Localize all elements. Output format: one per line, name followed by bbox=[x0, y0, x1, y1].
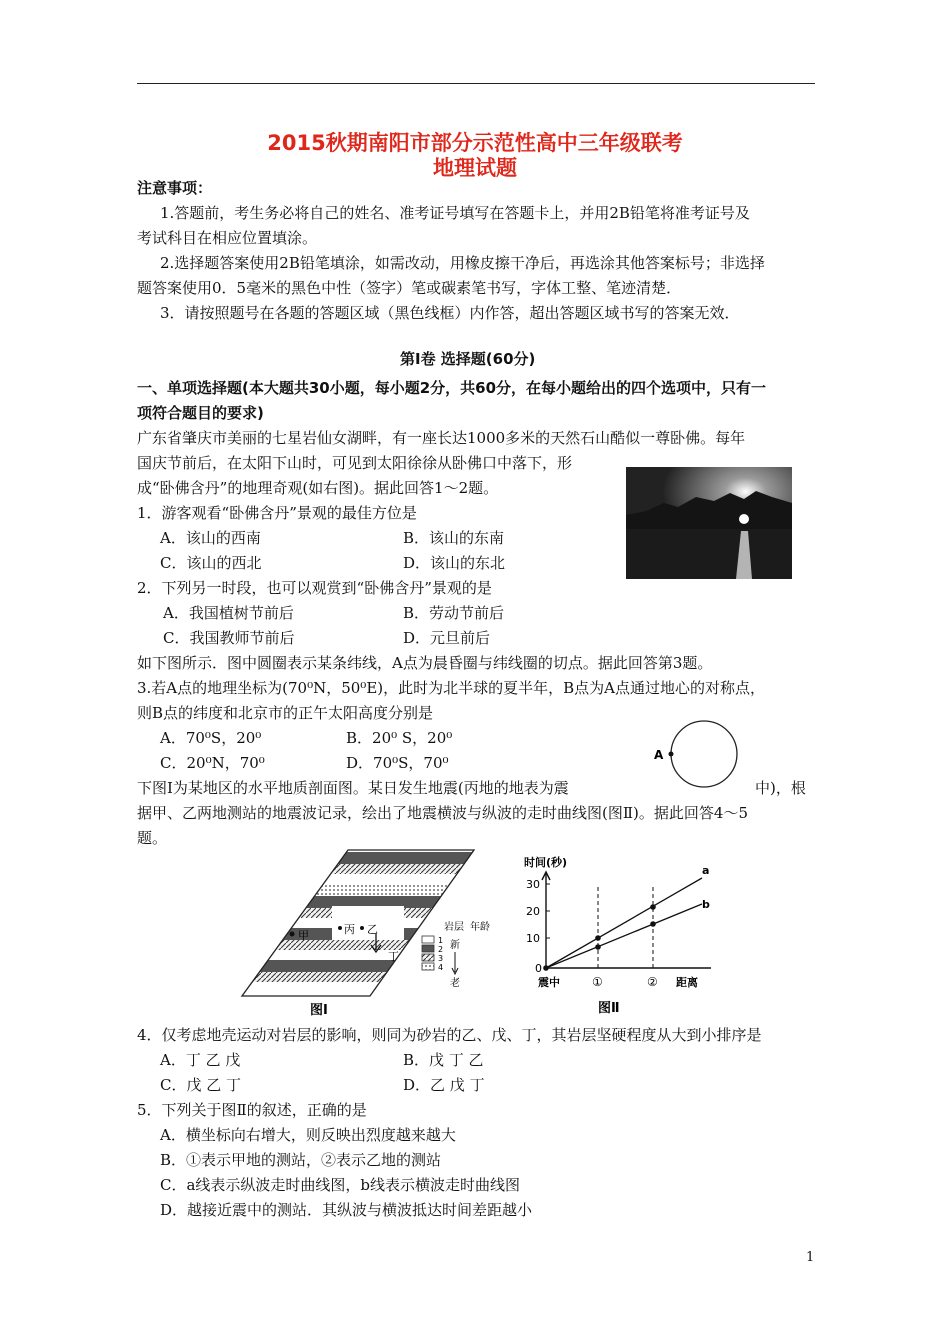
notice-item-1-line-1: 1.答题前，考生务必将自己的姓名、准考证号填写在答题卡上，并用2B铅笔将准考证号及 bbox=[160, 204, 750, 222]
fig2-caption: 图Ⅱ bbox=[598, 1001, 620, 1016]
passage-3-line-1-end: 中)，根 bbox=[755, 779, 806, 797]
fig1-label-jia: 甲 bbox=[298, 929, 309, 942]
fig1-legend-item-1: 1 bbox=[438, 936, 444, 945]
section-heading-line-2: 项符合题目的要求) bbox=[137, 404, 264, 422]
q5-option-d: D．越接近震中的测站．其纵波与横波抵达时间差距越小 bbox=[160, 1201, 533, 1219]
fig2-point-a-2 bbox=[650, 904, 656, 910]
fig2-ytick-20: 20 bbox=[526, 905, 540, 918]
notice-heading: 注意事项： bbox=[137, 179, 213, 197]
q5-stem: 5．下列关于图Ⅱ的叙述，正确的是 bbox=[137, 1101, 367, 1119]
q1-stem: 1．游客观看“卧佛含丹”景观的最佳方位是 bbox=[137, 504, 417, 522]
fig2-xlabel-station-2: ② bbox=[647, 975, 658, 989]
notice-item-3: 3．请按照题号在各题的答题区域（黑色线框）内作答，超出答题区域书写的答案无效． bbox=[160, 304, 740, 322]
q1-option-d: D．该山的东北 bbox=[403, 554, 506, 572]
fig2-point-b-2 bbox=[650, 921, 656, 927]
exam-title: 2015秋期南阳市部分示范性高中三年级联考 bbox=[267, 131, 683, 155]
section-title: 第Ⅰ卷 选择题(60分) bbox=[400, 350, 536, 368]
q2-stem: 2．下列另一时段，也可以观赏到“卧佛含丹”景观的是 bbox=[137, 579, 492, 597]
passage-3-line-2: 据甲、乙两地测站的地震波记录，绘出了地震横波与纵波的走时曲线图(图Ⅱ)。据此回答4～5 bbox=[137, 804, 748, 822]
passage-1-line-1: 广东省肇庆市美丽的七星岩仙女湖畔，有一座长达1000多米的天然石山酷似一尊卧佛。每年 bbox=[137, 429, 746, 447]
q5-option-c: C．a线表示纵波走时曲线图，b线表示横波走时曲线图 bbox=[160, 1176, 521, 1194]
section-heading-line-1: 一、单项选择题(本大题共30小题，每小题2分，共60分，在每小题给出的四个选项中，只有一 bbox=[137, 379, 767, 397]
fig1-label-ding: 丁 bbox=[388, 950, 399, 963]
fig2-ytick-0: 0 bbox=[535, 962, 542, 975]
fig2-origin bbox=[543, 965, 549, 971]
q4-stem: 4．仅考虑地壳运动对岩层的影响，则同为砂岩的乙、戊、丁，其岩层坚硬程度从大到小排序是 bbox=[137, 1026, 762, 1044]
notice-item-1-line-2: 考试科目在相应位置填涂。 bbox=[137, 229, 318, 247]
passage-1-line-2: 国庆节前后，在太阳下山时，可见到太阳徐徐从卧佛口中落下，形 bbox=[137, 454, 573, 472]
passage-2: 如下图所示．图中圆圈表示某条纬线，A点为晨昏圈与纬线圈的切点。据此回答第3题。 bbox=[137, 654, 713, 672]
figure-2-travel-time-chart bbox=[516, 850, 716, 1020]
fig2-line-a bbox=[546, 878, 702, 968]
fig2-xlabel-distance: 距离 bbox=[676, 976, 698, 989]
exam-subtitle: 地理试题 bbox=[433, 156, 517, 180]
fig1-legend-old: 老 bbox=[450, 978, 460, 989]
passage-3-line-1: 下图Ⅰ为某地区的水平地质剖面图。某日发生地震(丙地的地表为震 bbox=[137, 779, 569, 797]
fig1-label-yi: 乙 bbox=[367, 923, 378, 936]
fig2-series-b: b bbox=[702, 898, 710, 911]
q4-option-d: D．乙 戊 丁 bbox=[403, 1076, 485, 1094]
q2-option-b: B．劳动节前后 bbox=[403, 604, 505, 622]
passage-1-line-3: 成“卧佛含丹”的地理奇观(如右图)。据此回答1～2题。 bbox=[137, 479, 499, 497]
q4-option-a: A．丁 乙 戊 bbox=[160, 1051, 241, 1069]
fig2-xlabel-station-1: ① bbox=[592, 975, 603, 989]
q3-stem-line-1: 3.若A点的地理坐标为(70⁰N，50⁰E)，此时为北半球的夏半年，B点为A点通过地心的对称点， bbox=[137, 679, 765, 697]
fig2-series-a: a bbox=[702, 864, 710, 877]
q1-option-a: A．该山的西南 bbox=[160, 529, 261, 547]
q3-option-d: D．70⁰S，70⁰ bbox=[346, 754, 449, 772]
q3-option-c: C．20⁰N，70⁰ bbox=[160, 754, 265, 772]
notice-item-2-line-2: 题答案使用0．5毫米的黑色中性（签字）笔或碳素笔书写，字体工整、笔迹清楚． bbox=[137, 279, 682, 297]
fig1-legend-age: 年龄 bbox=[470, 922, 490, 933]
figure-1-geologic-map bbox=[236, 848, 498, 1018]
q3-stem-line-2: 则B点的纬度和北京市的正午太阳高度分别是 bbox=[137, 704, 434, 722]
q2-option-d: D．元旦前后 bbox=[403, 629, 491, 647]
fig2-point-a-1 bbox=[595, 935, 601, 941]
q4-option-b: B．戊 丁 乙 bbox=[403, 1051, 484, 1069]
q3-option-b: B．20⁰ S，20⁰ bbox=[346, 729, 453, 747]
latitude-circle bbox=[671, 721, 737, 787]
q1-option-c: C．该山的西北 bbox=[160, 554, 262, 572]
q3-option-a: A．70⁰S，20⁰ bbox=[160, 729, 262, 747]
fig2-xlabel-epicenter: 震中 bbox=[538, 976, 560, 989]
page-number: 1 bbox=[806, 1250, 815, 1265]
fig2-ytick-30: 30 bbox=[526, 878, 540, 891]
fig1-legend-item-2: 2 bbox=[438, 945, 444, 954]
fig2-point-b-1 bbox=[595, 944, 601, 950]
q4-option-c: C．戊 乙 丁 bbox=[160, 1076, 242, 1094]
notice-item-2-line-1: 2.选择题答案使用2B铅笔填涂，如需改动，用橡皮擦干净后，再选涂其他答案标号；非选择 bbox=[160, 254, 765, 272]
top-rule bbox=[137, 83, 815, 84]
fig1-legend-layer: 岩层 bbox=[444, 922, 464, 933]
fig1-legend-new: 新 bbox=[450, 940, 460, 951]
fig1-legend-item-3: 3 bbox=[438, 954, 444, 963]
fig1-caption: 图Ⅰ bbox=[310, 1003, 328, 1018]
point-a bbox=[669, 752, 674, 757]
sunset-photo bbox=[626, 467, 792, 579]
q5-option-b: B．①表示甲地的测站，②表示乙地的测站 bbox=[160, 1151, 442, 1169]
fig2-line-b bbox=[546, 904, 702, 968]
latitude-circle-figure bbox=[650, 712, 745, 812]
fig2-ylabel: 时间(秒) bbox=[524, 856, 568, 869]
passage-3-line-3: 题。 bbox=[137, 829, 168, 847]
q2-option-c: C．我国教师节前后 bbox=[163, 629, 295, 647]
fig1-label-bing: 丙 bbox=[344, 923, 355, 936]
fig2-ytick-10: 10 bbox=[526, 932, 540, 945]
fig1-legend-item-4: 4 bbox=[438, 963, 444, 972]
q2-option-a: A．我国植树节前后 bbox=[163, 604, 294, 622]
point-a-label: A bbox=[654, 748, 664, 762]
q5-option-a: A．横坐标向右增大，则反映出烈度越来越大 bbox=[160, 1126, 456, 1144]
q1-option-b: B．该山的东南 bbox=[403, 529, 505, 547]
